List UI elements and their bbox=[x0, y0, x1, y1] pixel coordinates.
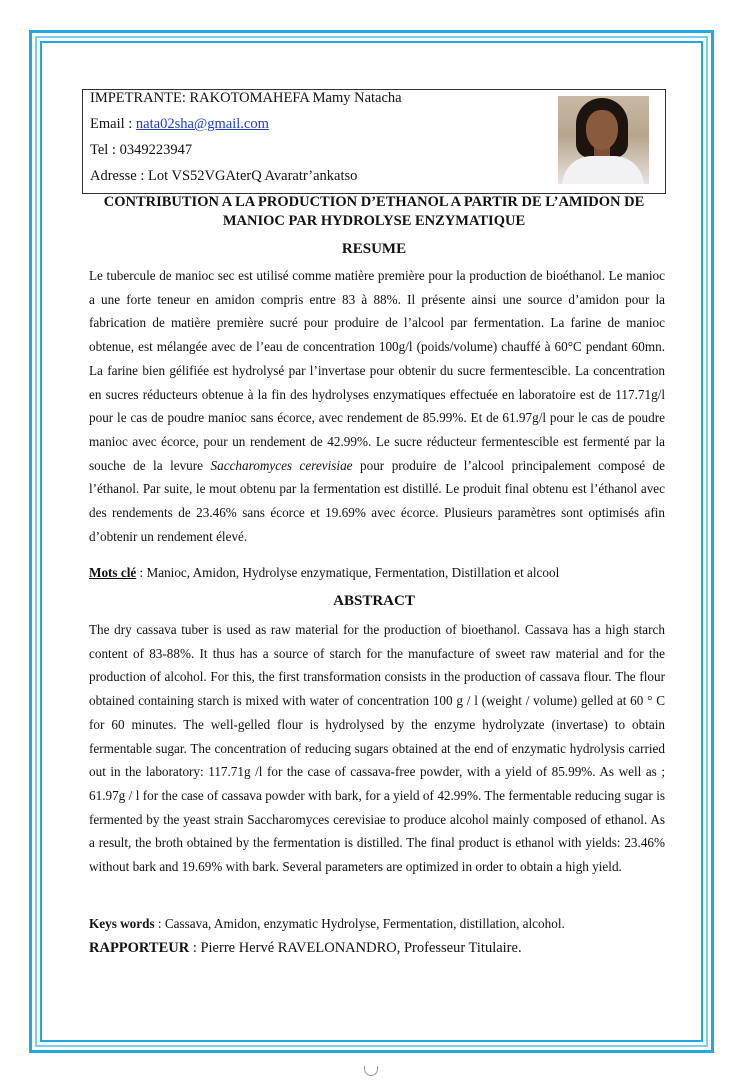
keywords-label: Keys words bbox=[89, 916, 155, 931]
title-line-1: CONTRIBUTION A LA PRODUCTION D’ETHANOL A PARTIR DE L’AMIDON DE bbox=[103, 194, 645, 210]
mots-cle bbox=[89, 564, 669, 582]
abstract-heading: ABSTRACT bbox=[333, 593, 415, 609]
resume-heading: RESUME bbox=[341, 241, 407, 257]
resume-text-part2: pour produire de l’alcool principalement composé de l’éthanol. Par suite, le mout obtenu par la fermentation est distillé. Le produit final obtenu est l’éthanol avec des rendements de 23.46% sans écorce et 19.69% avec écorce. Plusieurs paramètres sont optimisés afin d’obtenir un rendement élevé. bbox=[89, 457, 665, 544]
email-label: Email : bbox=[90, 116, 136, 132]
author-info-box bbox=[82, 89, 666, 194]
resume-text-part1: Le tubercule de manioc sec est utilisé comme matière première pour la production de bioéthanol. Le manioc a une forte teneur en amidon compris entre 83 à 88%. Il présente ainsi une source d’amidon pour la fabrication de matière première sucré pour produire de l’alcool par fermentation. La farine de manioc obtenue, est mélangée avec de l’eau de concentration 100g/l (poids/volume) chauffé à 60°C pendant 60mn. La farine bien gélifiée est hydrolysé par l’invertase pour obtenir du sucre fermentescible. La concentration en sucres réducteurs obtenue à la fin des hydrolyses enzymatiques effectuée en laboratoire est de 117.71g/l pour le cas de poudre manioc sans écorce, avec rendement de 85.99%. Et de 61.97g/l pour le cas de poudre manioc avec écorce, pour un rendement de 42.99%. Le sucre réducteur fermentescible est fermenté par la souche de la levure bbox=[89, 268, 665, 473]
mots-cle-label: Mots clé bbox=[89, 565, 137, 580]
rapporteur-text: : Pierre Hervé RAVELONANDRO, Professeur Titulaire. bbox=[189, 940, 522, 956]
address-line: Adresse : Lot VS52VGAterQ Avaratr’ankatso bbox=[90, 168, 358, 184]
email-line bbox=[90, 116, 269, 132]
page-number-mark bbox=[364, 1066, 378, 1076]
resume-text bbox=[89, 264, 665, 548]
email-link[interactable]: nata02sha@gmail.com bbox=[135, 116, 269, 132]
mots-cle-text: : Manioc, Amidon, Hydrolyse enzymatique, Fermentation, Distillation et alcool bbox=[136, 565, 560, 580]
impetrante-line: IMPETRANTE: RAKOTOMAHEFA Mamy Natacha bbox=[90, 90, 402, 106]
species-name: Saccharomyces cerevisiae bbox=[210, 457, 353, 473]
author-photo bbox=[558, 96, 649, 184]
keywords-text: : Cassava, Amidon, enzymatic Hydrolyse, Fermentation, distillation, alcohol. bbox=[154, 916, 565, 931]
tel-line: Tel : 0349223947 bbox=[90, 142, 193, 158]
thesis-title bbox=[82, 193, 666, 231]
rapporteur-line bbox=[89, 939, 522, 957]
rapporteur-label: RAPPORTEUR bbox=[89, 940, 190, 956]
title-line-2: MANIOC PAR HYDROLYSE ENZYMATIQUE bbox=[222, 213, 526, 229]
keywords bbox=[89, 915, 669, 933]
abstract-text: The dry cassava tuber is used as raw material for the production of bioethanol. Cassava has a high starch content of 83-88%. It thus has a source of starch for the manufacture of sweet raw material and for the production of alcohol. For this, the first transformation consists in the production of cassava flour. The flour obtained containing starch is mixed with water of concentration 100 g / l (weight / volume) gelled at 60 ° C for 60 minutes. The well-gelled flour is hydrolysed by the enzyme hydrolyzate (invertase) to obtain fermentable sugar. The concentration of reducing sugars obtained at the end of enzymatic hydrolysis carried out in the laboratory: 117.71g /l for the case of cassava-free powder, with a yield of 85.99%. As well as ; 61.97g / l for the case of cassava powder with bark, for a yield of 42.99%. The fermentable reducing sugar is fermented by the yeast strain Saccharomyces cerevisiae to produce alcohol mainly composed of ethanol. As a result, the broth obtained by the fermentation is distilled. The final product is ethanol with yields: 23.46% without bark and 19.69% with bark. Several parameters are optimized in order to obtain a high yield. bbox=[89, 622, 665, 875]
